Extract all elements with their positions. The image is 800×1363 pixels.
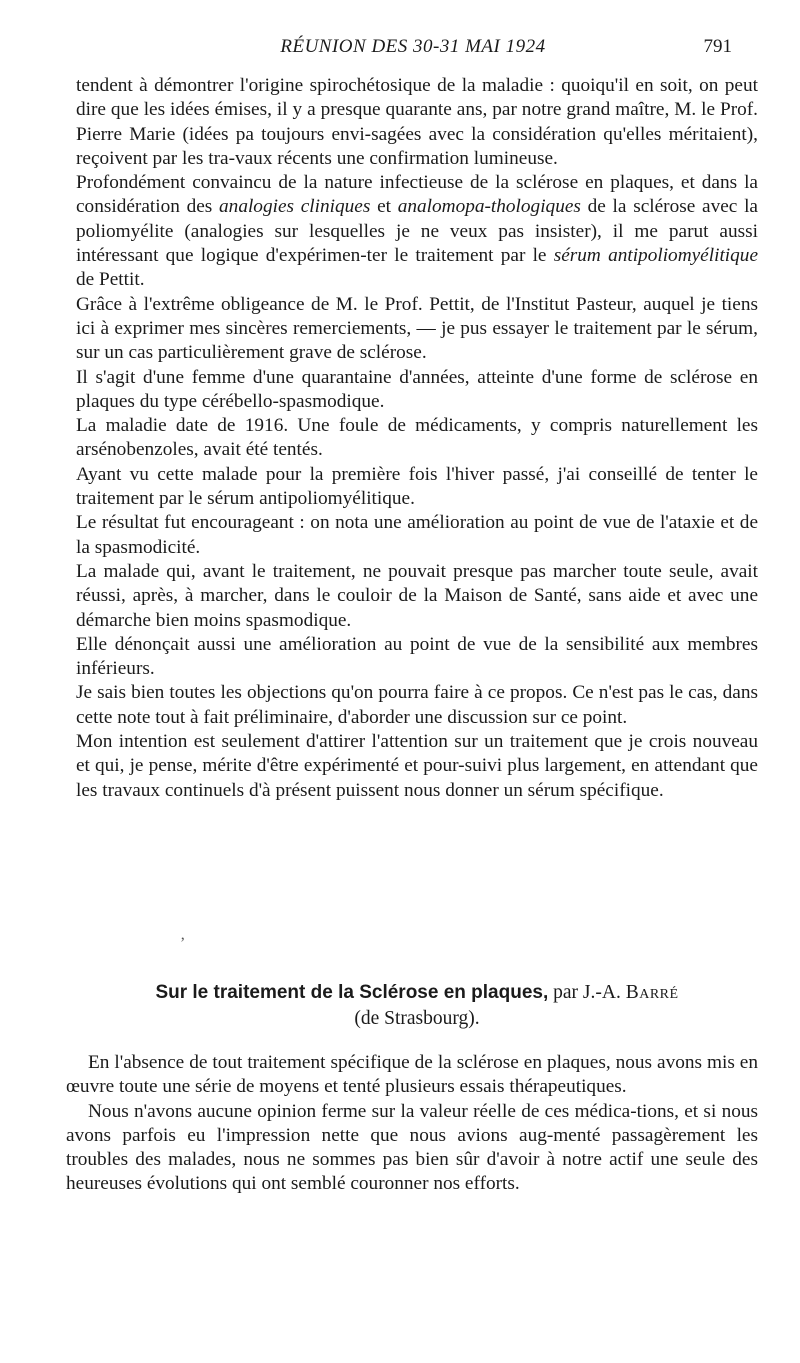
paragraph: tendent à démontrer l'origine spirochétosique de la maladie : quoiqu'il en soit, on peut dire que les idées émises, il y a presque quarante ans, par notre grand maître, M. le Prof. Pierre Marie (idées pa toujours envi-sagées avec la considération qu'elles méritaient), reçoivent par les tra-vaux récents une confirmation lumineuse.: [76, 75, 758, 169]
paragraph: Ayant vu cette malade pour la première fois l'hiver passé, j'ai conseillé de tenter le traitement par le sérum antipoliomyélitique.: [76, 463, 758, 510]
section-author-place: (de Strasbourg).: [354, 1008, 480, 1029]
paragraph: Nous n'avons aucune opinion ferme sur la valeur réelle de ces médica-tions, et si nous avons parfois eu l'impression nette que nous avions aug-menté passagèrement les troubles des malades, nous ne sommes pas bien sûr d'avoir à notre actif une seule des heureuses évolutions qui ont semblé couronner nos efforts.: [66, 1100, 758, 1195]
paragraph: Je sais bien toutes les objections qu'on pourra faire à ce propos. Ce n'est pas le cas, dans cette note tout à fait préliminaire, d'aborder une discussion sur ce point.: [76, 682, 758, 728]
text-run: de la sclérose avec la poliomyélite (analogies sur lesquelles je ne veux pas insister), il me parut aussi intéressant que logique d'expérimen-ter le traitement par le: [76, 196, 758, 267]
running-title: RÉUNION DES 30-31 MAI 1924: [280, 36, 546, 57]
section-title: [76, 980, 758, 1032]
paragraph: Mon intention est seulement d'attirer l'attention sur un traitement que je crois nouveau et qui, je pense, mérite d'être expérimenté et pour-suivi plus largement, en attendant que les travaux continuels d'à présent puissent nous donner un sérum spécifique.: [76, 731, 758, 801]
section-title-bold: Sur le traitement de la Sclérose en plaques,: [155, 982, 549, 1003]
paragraph: Elle dénonçait aussi une amélioration au point de vue de la sensibilité aux membres inférieurs.: [76, 633, 758, 680]
text-run: de Pettit.: [76, 269, 145, 291]
paragraph: La malade qui, avant le traitement, ne pouvait presque pas marcher toute seule, avait réussi, après, à marcher, dans le couloir de la Maison de Santé, sans aide et avec une démarche bien moins spasmodique.: [76, 560, 758, 631]
paragraph: Le résultat fut encourageant : on nota une amélioration au point de vue de l'ataxie et de la spasmodicité.: [76, 512, 758, 558]
article-body-2: [66, 1051, 758, 1197]
text-run: et: [370, 196, 398, 218]
paragraph: Grâce à l'extrême obligeance de M. le Prof. Pettit, de l'Institut Pasteur, auquel je tiens ici à exprimer mes sincères remerciements, — je pus essayer le traitement par le sérum, sur un cas particulièrement grave de sclérose.: [76, 293, 758, 364]
section-title-par: par J.-A.: [548, 982, 626, 1003]
text-run: Profondément convaincu de la nature infectieuse de la sclérose en plaques, et dans la considération des: [76, 172, 758, 218]
paragraph: Il s'agit d'une femme d'une quarantaine d'années, atteinte d'une forme de sclérose en plaques du type cérébello-spasmodique.: [76, 366, 758, 412]
paragraph: La maladie date de 1916. Une foule de médicaments, y compris naturellement les arsénobenzoles, avait été tentés.: [76, 415, 758, 461]
page-number: 791: [703, 36, 732, 57]
section-author: Barré: [625, 982, 679, 1003]
italic-text: sérum antipoliomyélitique: [553, 245, 759, 267]
article-body: [76, 74, 758, 803]
paragraph: [76, 171, 758, 292]
italic-text: analomopa-thologiques: [397, 196, 581, 218]
italic-text: analogies cliniques: [219, 196, 371, 218]
paragraph: En l'absence de tout traitement spécifique de la sclérose en plaques, nous avons mis en œuvre toute une série de moyens et tenté plusieurs essais thérapeutiques.: [66, 1052, 758, 1098]
running-header: [76, 36, 750, 60]
stray-mark: ‚: [180, 926, 186, 943]
